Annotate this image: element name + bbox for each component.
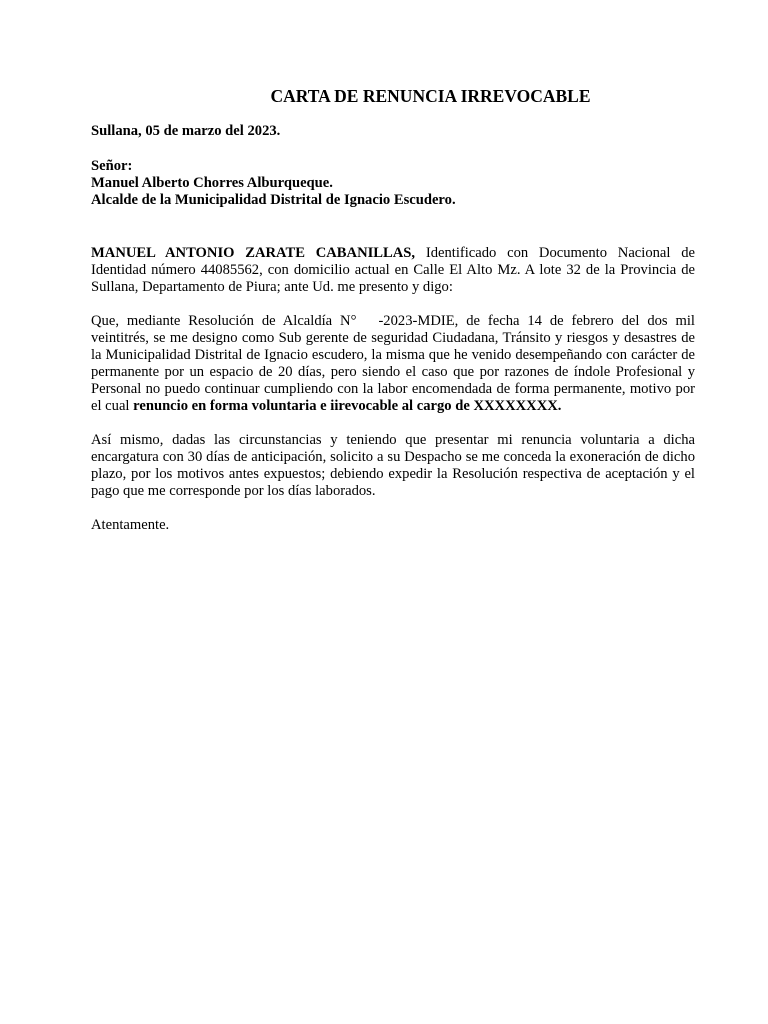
recipient-block [91, 158, 695, 209]
letter-page [91, 86, 695, 534]
paragraph-resignation [91, 313, 695, 415]
recipient-name: Manuel Alberto Chorres Alburqueque. [91, 175, 333, 191]
resolution-text: Que, mediante Resolución de Alcaldía N° [91, 313, 357, 329]
date-line: Sullana, 05 de marzo del 2023. [91, 123, 281, 139]
recipient-position: Alcalde de la Municipalidad Distrital de Ignacio Escudero. [91, 192, 456, 208]
introduction-text: Identificado con Documento Nacional de Identidad número 44085562, con domicilio actual en Calle El Alto Mz. A lote 32 de la Provincia de Sullana, Departamento de Piura; ante Ud. me presento y digo: [91, 245, 695, 295]
recipient-salutation: Señor: [91, 158, 133, 174]
sender-name: MANUEL ANTONIO ZARATE CABANILLAS, [91, 245, 416, 261]
closing-line: Atentamente. [91, 517, 170, 533]
letter-title: CARTA DE RENUNCIA IRREVOCABLE [270, 86, 591, 106]
resignation-statement: renuncio en forma voluntaria e iirevocable al cargo de XXXXXXXX. [133, 398, 562, 414]
resignation-text: -2023-MDIE, de fecha 14 de febrero del dos mil veintitrés, se me designo como Sub gerente de seguridad Ciudadana, Tránsito y riesgos y desastres de la Municipalidad Distrital de Ignacio escudero, la misma que he venido desempeñando con carácter de permanente por un espacio de 20 días, pero siendo el caso que por razones de índole Profesional y Personal no puedo continuar cumpliendo con la labor encomendada de forma permanente, motivo por el cual [91, 313, 695, 414]
paragraph-introduction [91, 245, 695, 296]
paragraph-exoneration: Así mismo, dadas las circunstancias y teniendo que presentar mi renuncia voluntaria a dicha encargatura con 30 días de anticipación, solicito a su Despacho se me conceda la exoneración de dicho plazo, por los motivos antes expuestos; debiendo expedir la Resolución respectiva de aceptación y el pago que me corresponde por los días laborados. [91, 432, 695, 499]
